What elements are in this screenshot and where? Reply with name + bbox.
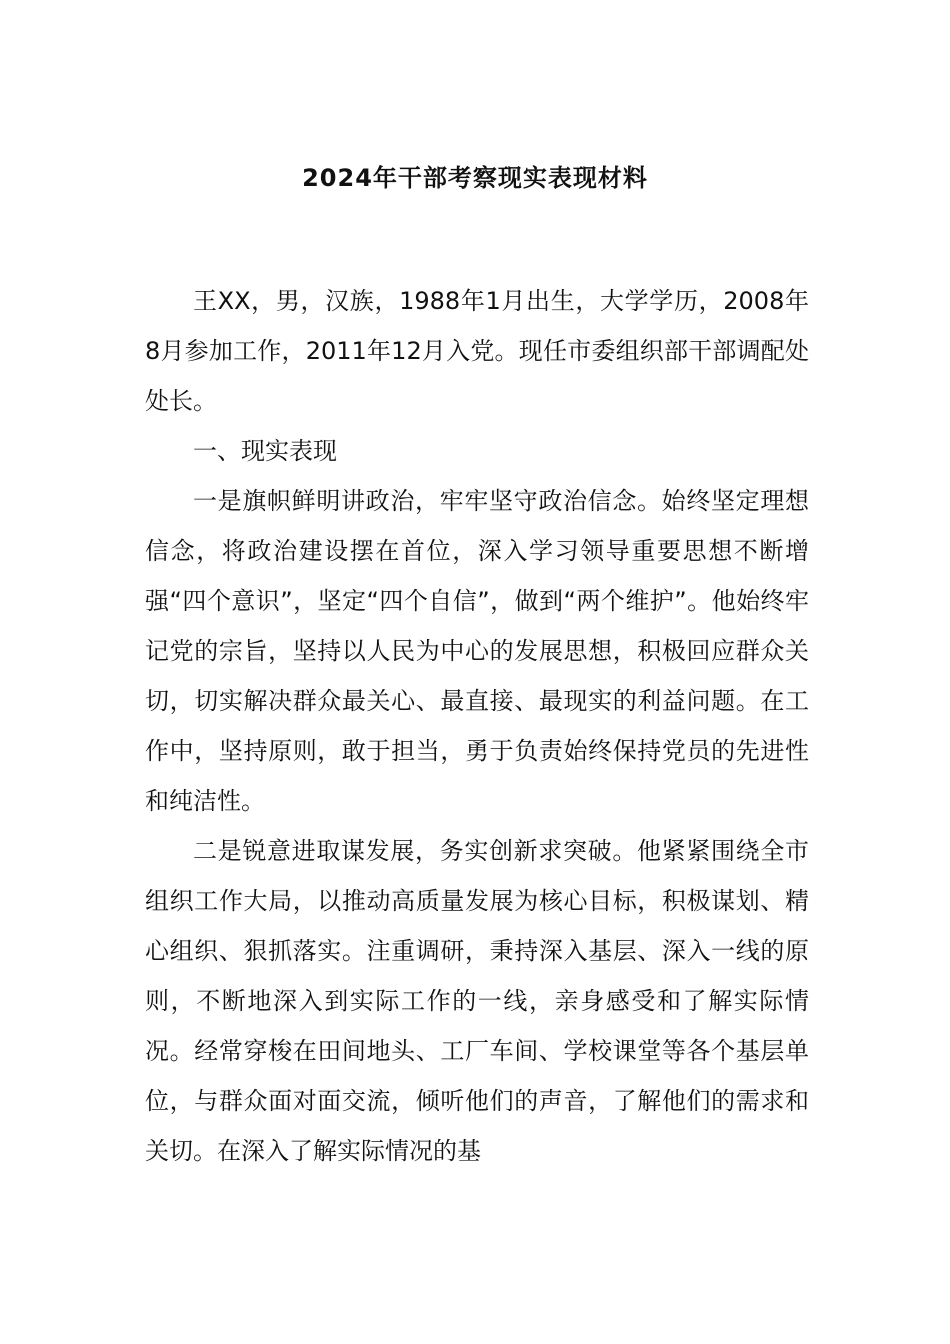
section-heading-performance: 一、现实表现 — [193, 437, 337, 465]
paragraph-development: 二是锐意进取谋发展，务实创新求突破。他紧紧围绕全市组织工作大局，以推动高质量发展为核心目标，积极谋划、精心组织、狠抓落实。注重调研，秉持深入基层、深入一线的原则，不断地深入到实际工作的一线，亲身感受和了解实际情况。经常穿梭在田间地头、工厂车间、学校课堂等各个基层单位，与群众面对面交流，倾听他们的声音，了解他们的需求和关切。在深入了解实际情况的基 — [145, 837, 809, 1165]
paragraph-political: 一是旗帜鲜明讲政治，牢牢坚守政治信念。始终坚定理想信念，将政治建设摆在首位，深入学习领导重要思想不断增强“四个意识”，坚定“四个自信”，做到“两个维护”。他始终牢记党的宗旨，坚持以人民为中心的发展思想，积极回应群众关切，切实解决群众最关心、最直接、最现实的利益问题。在工作中，坚持原则，敢于担当，勇于负责始终保持党员的先进性和纯洁性。 — [145, 487, 809, 815]
document-title: 2024年干部考察现实表现材料 — [302, 164, 648, 192]
document-body — [145, 276, 809, 1176]
paragraph-personal-info: 王XX，男，汉族，1988年1月出生，大学学历，2008年8月参加工作，2011年12月入党。现任市委组织部干部调配处处长。 — [145, 287, 809, 415]
